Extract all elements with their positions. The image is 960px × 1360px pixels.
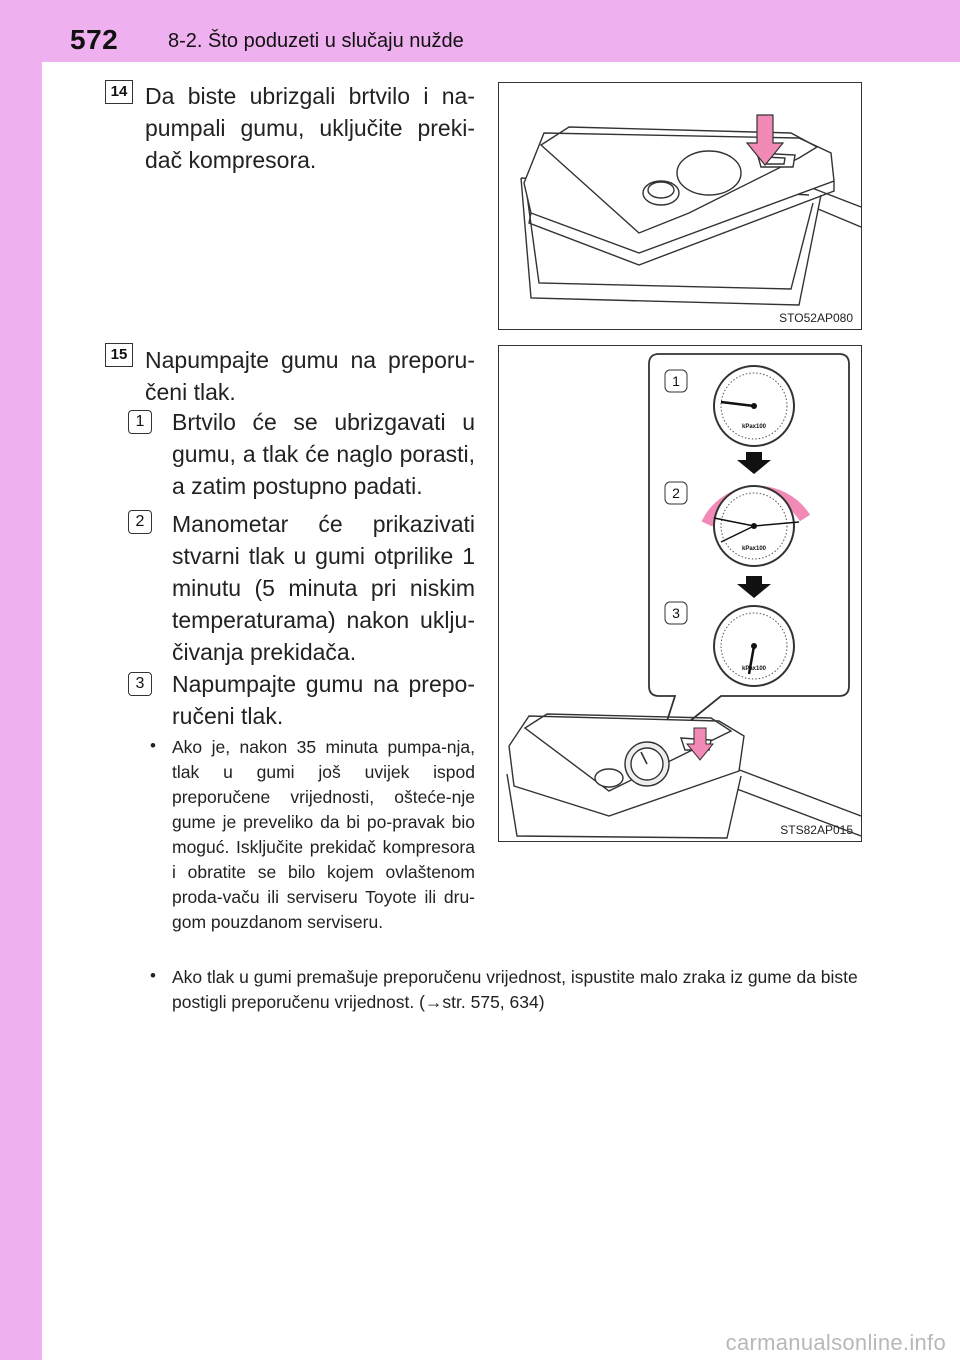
compressor-switch-figure bbox=[498, 82, 862, 330]
item-3-text: Napumpajte gumu na prepo-ručeni tlak. bbox=[172, 671, 475, 729]
item-2-text: Manometar će prikazivati stvarni tlak u gumi otprilike 1 minutu (5 minuta pri niskim temperaturama) nakon uklju-čivanja prekidača. bbox=[172, 511, 475, 665]
step-14-text: Da biste ubrizgali brtvilo i na-pumpali gumu, uključite preki-dač kompresora. bbox=[145, 83, 475, 173]
item-1-number: 1 bbox=[128, 410, 152, 434]
step-15-badge: 15 bbox=[105, 343, 133, 367]
bullet-1-text: Ako je, nakon 35 minuta pumpa-nja, tlak u gumi još uvijek ispod preporučene vrijednosti, ošteće-nje gume je preveliko da bi po-pravak bio moguć. Isključite prekidač kompresora i obratite se bilo kojem ovlaštenom proda-vaču ili serviseru Toyote ili dru-gom pouzdanom serviseru. bbox=[172, 737, 475, 932]
item-1-text: Brtvilo će se ubrizgavati u gumu, a tlak će naglo porasti, a zatim postupno padati. bbox=[172, 409, 475, 499]
item-3-number: 3 bbox=[128, 672, 152, 696]
pressure-gauge-figure bbox=[498, 345, 862, 842]
step-14-badge: 14 bbox=[105, 80, 133, 104]
gauge-3-unit: kPax100 bbox=[741, 666, 767, 672]
page-number: 572 bbox=[70, 24, 119, 55]
gauge-sequence-illustration bbox=[499, 346, 861, 841]
side-color-band bbox=[0, 0, 42, 1360]
watermark: carmanualsonline.info bbox=[725, 1330, 946, 1355]
pressure-gauge-3 bbox=[714, 606, 794, 686]
section-title: 8-2. Što poduzeti u slučaju nužde bbox=[168, 30, 464, 52]
bullet-2-dot: • bbox=[150, 966, 156, 985]
bullet-2-text: Ako tlak u gumi premašuje preporučenu vrijednost, ispustite malo zraka iz gume da biste postigli preporučenu vrijednost. (→str. 575, 634) bbox=[172, 967, 858, 1012]
step-15-text: Napumpajte gumu na preporu-čeni tlak. bbox=[145, 347, 475, 405]
gauge-1-unit: kPax100 bbox=[741, 424, 767, 430]
callout-1: 1 bbox=[672, 373, 680, 389]
compressor-illustration bbox=[499, 83, 861, 329]
callout-2: 2 bbox=[672, 485, 680, 501]
figure-code: STS82AP015 bbox=[780, 823, 853, 837]
bullet-1-dot: • bbox=[150, 736, 156, 755]
gauge-2-unit: kPax100 bbox=[741, 546, 767, 552]
item-2-number: 2 bbox=[128, 510, 152, 534]
figure-code: STO52AP080 bbox=[779, 311, 853, 325]
callout-3: 3 bbox=[672, 605, 680, 621]
pressure-gauge-1 bbox=[714, 366, 794, 446]
